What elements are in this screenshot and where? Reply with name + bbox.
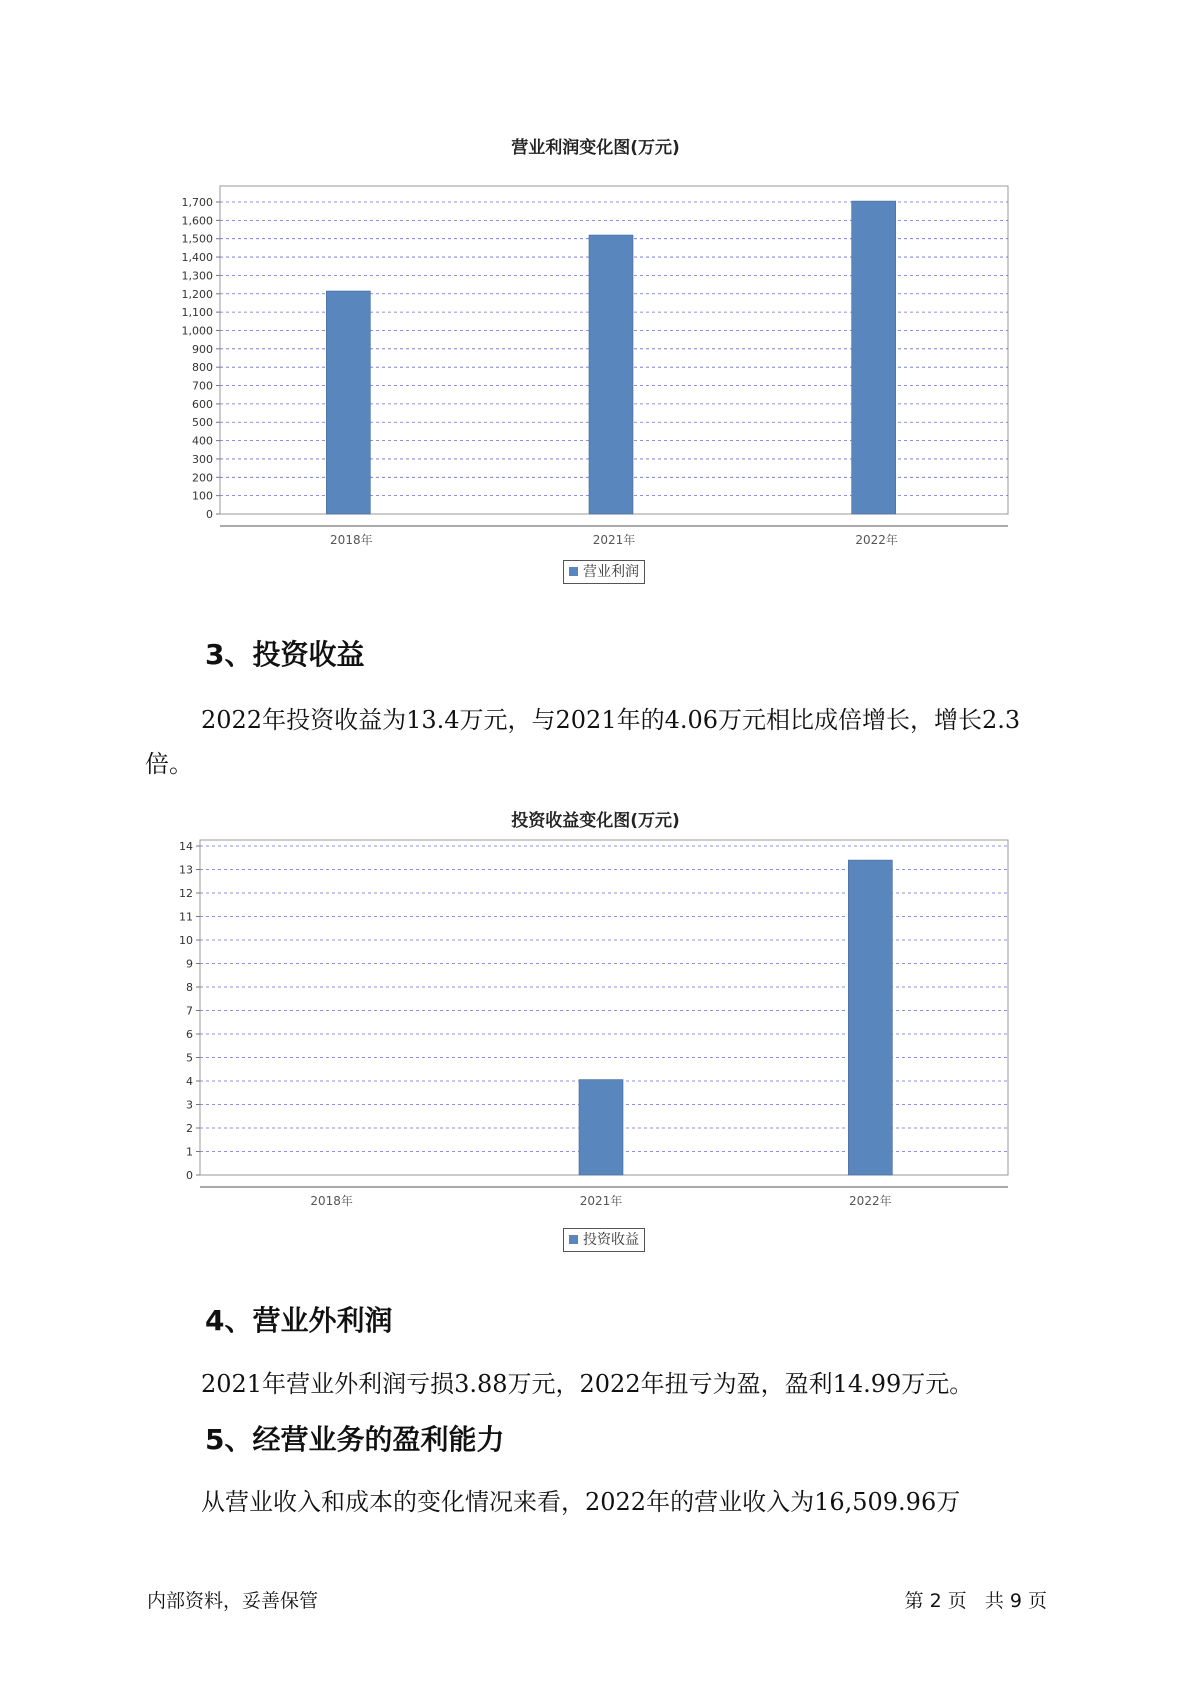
chart1-xtick-label: 2022年: [855, 533, 898, 547]
chart1-ytick-label: 1,400: [181, 251, 213, 265]
chart2-ytick-label: 7: [186, 1004, 193, 1018]
chart2-title: 投资收益变化图(万元): [511, 811, 680, 831]
chart2-ytick-label: 2: [186, 1122, 193, 1135]
chart2-legend-swatch: [569, 1235, 578, 1244]
chart1-xtick-label: 2021年: [592, 533, 636, 547]
chart1-ytick-label: 400: [192, 434, 213, 448]
section5-heading: 5、经营业务的盈利能力: [205, 1423, 505, 1456]
chart1-ytick-label: 1,700: [181, 196, 213, 209]
chart1-legend-label: 营业利润: [583, 564, 639, 580]
chart2-legend-label: 投资收益: [583, 1232, 639, 1248]
chart2-ytick-label: 6: [186, 1028, 193, 1041]
chart2-ytick-label: 10: [179, 934, 193, 947]
chart1-ytick-label: 1,300: [181, 269, 213, 283]
chart2-xtick-label: 2018年: [310, 1194, 353, 1208]
chart1-ytick-label: 1,600: [181, 214, 213, 228]
chart1-ytick-label: 100: [192, 489, 213, 503]
chart2-ytick-label: 12: [179, 887, 193, 900]
footer-confidential-note: 内部资料，妥善保管: [147, 1590, 319, 1612]
section3-heading: 3、投资收益: [205, 638, 365, 671]
chart1-ytick-label: 0: [206, 508, 213, 521]
chart2-xtick-label: 2022年: [849, 1194, 892, 1208]
section5-paragraph: 从营业收入和成本的变化情况来看，2022年的营业收入为16,509.96万: [201, 1488, 961, 1516]
chart2-legend: [563, 1228, 645, 1252]
chart1-ytick-label: 1,500: [181, 232, 213, 246]
chart2-ytick-label: 1: [186, 1145, 193, 1159]
chart2-ytick-label: 0: [186, 1169, 193, 1182]
chart1-ytick-label: 300: [192, 452, 213, 466]
chart1-xtick-label: 2018年: [330, 533, 373, 547]
chart2-ytick-label: 9: [186, 957, 193, 971]
section4-heading: 4、营业外利润: [205, 1304, 393, 1337]
chart1-ytick-label: 600: [192, 397, 213, 411]
chart2-ytick-label: 4: [186, 1075, 193, 1088]
section4-paragraph: 2021年营业外利润亏损3.88万元，2022年扭亏为盈，盈利14.99万元。: [201, 1370, 974, 1398]
chart1-ytick-label: 200: [192, 471, 213, 485]
chart2-ytick-label: 3: [186, 1098, 193, 1112]
chart1-ytick-label: 500: [192, 416, 213, 430]
chart2-bar: [848, 860, 892, 1175]
chart1-ytick-label: 1,000: [181, 324, 213, 338]
chart2-bar: [579, 1080, 623, 1175]
chart1-ytick-label: 900: [192, 342, 213, 356]
chart2-ytick-label: 11: [179, 910, 193, 924]
chart1-title: 营业利润变化图(万元): [511, 138, 680, 158]
chart2-ytick-label: 5: [186, 1051, 193, 1065]
chart1-ytick-label: 1,100: [181, 306, 213, 320]
chart2-ytick-label: 8: [186, 981, 193, 994]
chart2-ytick-label: 14: [179, 840, 193, 853]
chart1-ytick-label: 1,200: [181, 287, 213, 301]
section3-paragraph: 2022年投资收益为13.4万元，与2021年的4.06万元相比成倍增长，增长2.3倍。: [145, 706, 1021, 778]
chart1-ytick-label: 800: [192, 361, 213, 375]
chart2-xtick-label: 2021年: [579, 1194, 623, 1208]
footer-page-number: 第 2 页 共 9 页: [904, 1590, 1047, 1612]
chart1-ytick-label: 700: [192, 379, 213, 393]
chart2-ytick-label: 13: [179, 863, 193, 877]
